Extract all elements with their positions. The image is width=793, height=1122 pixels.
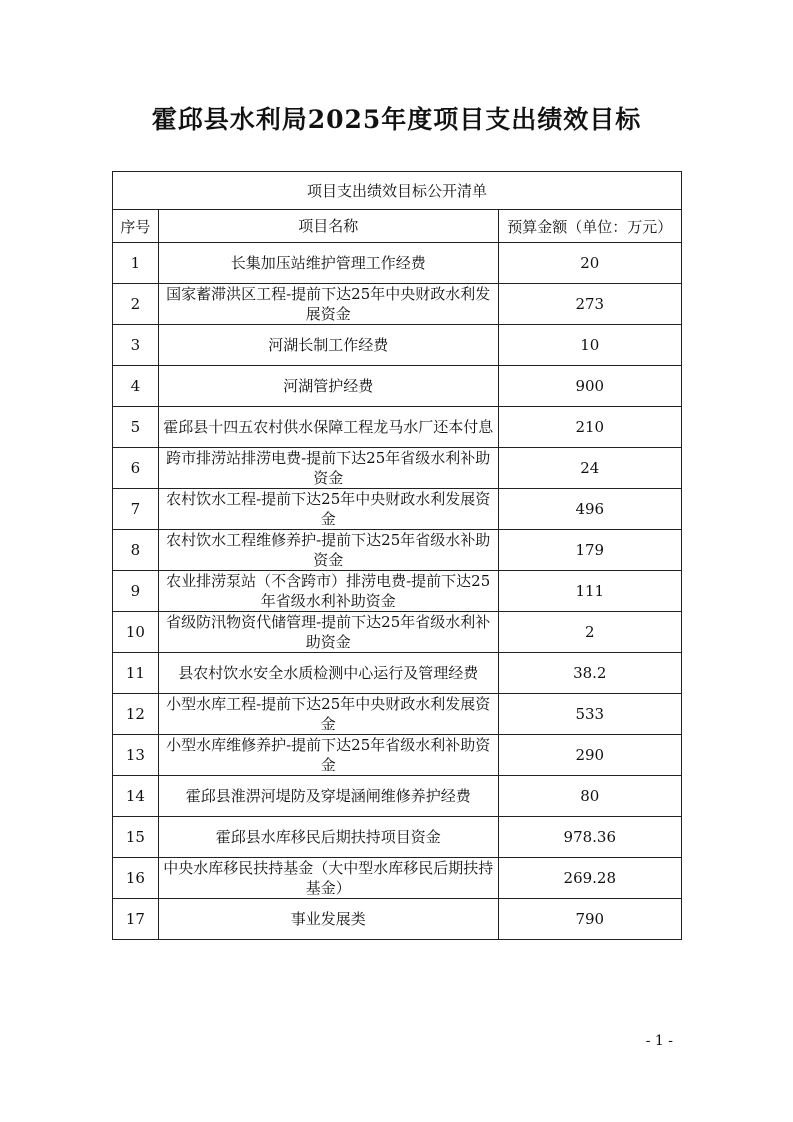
row-amount-cell: 273 — [498, 284, 681, 325]
row-name-cell: 霍邱县淮淠河堤防及穿堤涵闸维修养护经费 — [158, 776, 498, 817]
row-name-cell: 长集加压站维护管理工作经费 — [158, 243, 498, 284]
table-header-row — [113, 210, 682, 243]
row-amount-cell: 496 — [498, 489, 681, 530]
row-amount-cell: 533 — [498, 694, 681, 735]
row-index-cell: 5 — [113, 407, 159, 448]
row-amount-cell: 24 — [498, 448, 681, 489]
row-index-cell: 9 — [113, 571, 159, 612]
row-amount-cell: 80 — [498, 776, 681, 817]
row-name-cell: 中央水库移民扶持基金（大中型水库移民后期扶持基金） — [158, 858, 498, 899]
table-row — [113, 530, 682, 571]
row-name-cell: 河湖管护经费 — [158, 366, 498, 407]
table-row — [113, 899, 682, 940]
page-number: - 1 - — [645, 1033, 673, 1049]
row-name-cell: 河湖长制工作经费 — [158, 325, 498, 366]
row-amount-cell: 111 — [498, 571, 681, 612]
row-name-cell: 事业发展类 — [158, 899, 498, 940]
row-amount-cell: 290 — [498, 735, 681, 776]
row-index-cell: 16 — [113, 858, 159, 899]
row-index-cell: 2 — [113, 284, 159, 325]
row-index-cell: 4 — [113, 366, 159, 407]
table-row — [113, 407, 682, 448]
row-amount-cell: 978.36 — [498, 817, 681, 858]
row-name-cell: 农业排涝泵站（不含跨市）排涝电费-提前下达25年省级水利补助资金 — [158, 571, 498, 612]
table-row — [113, 776, 682, 817]
row-amount-cell: 179 — [498, 530, 681, 571]
header-amount: 预算金额（单位：万元） — [498, 210, 681, 243]
row-index-cell: 14 — [113, 776, 159, 817]
row-name-cell: 小型水库维修养护-提前下达25年省级水利补助资金 — [158, 735, 498, 776]
row-index-cell: 11 — [113, 653, 159, 694]
row-name-cell: 跨市排涝站排涝电费-提前下达25年省级水利补助资金 — [158, 448, 498, 489]
row-name-cell: 国家蓄滞洪区工程-提前下达25年中央财政水利发展资金 — [158, 284, 498, 325]
row-name-cell: 县农村饮水安全水质检测中心运行及管理经费 — [158, 653, 498, 694]
row-index-cell: 7 — [113, 489, 159, 530]
header-index: 序号 — [113, 210, 159, 243]
table-row — [113, 325, 682, 366]
table-row — [113, 858, 682, 899]
table-row — [113, 243, 682, 284]
table-caption-row — [113, 172, 682, 210]
table-row — [113, 735, 682, 776]
document-title: 霍邱县水利局2025年度项目支出绩效目标 — [151, 105, 642, 134]
table-row — [113, 653, 682, 694]
table-row — [113, 366, 682, 407]
table-row — [113, 571, 682, 612]
row-name-cell: 小型水库工程-提前下达25年中央财政水利发展资金 — [158, 694, 498, 735]
row-index-cell: 10 — [113, 612, 159, 653]
row-amount-cell: 2 — [498, 612, 681, 653]
row-amount-cell: 38.2 — [498, 653, 681, 694]
row-name-cell: 霍邱县十四五农村供水保障工程龙马水厂还本付息 — [158, 407, 498, 448]
row-index-cell: 6 — [113, 448, 159, 489]
table-row — [113, 489, 682, 530]
row-amount-cell: 210 — [498, 407, 681, 448]
row-index-cell: 3 — [113, 325, 159, 366]
row-name-cell: 霍邱县水库移民后期扶持项目资金 — [158, 817, 498, 858]
table-row — [113, 284, 682, 325]
table-row — [113, 448, 682, 489]
row-index-cell: 1 — [113, 243, 159, 284]
row-index-cell: 15 — [113, 817, 159, 858]
row-amount-cell: 790 — [498, 899, 681, 940]
header-name: 项目名称 — [158, 210, 498, 243]
table-caption: 项目支出绩效目标公开清单 — [113, 172, 682, 210]
row-index-cell: 12 — [113, 694, 159, 735]
row-name-cell: 农村饮水工程-提前下达25年中央财政水利发展资金 — [158, 489, 498, 530]
table-body — [113, 172, 682, 940]
row-index-cell: 8 — [113, 530, 159, 571]
row-name-cell: 省级防汛物资代储管理-提前下达25年省级水利补助资金 — [158, 612, 498, 653]
table-row — [113, 612, 682, 653]
row-amount-cell: 20 — [498, 243, 681, 284]
row-amount-cell: 269.28 — [498, 858, 681, 899]
table-row — [113, 817, 682, 858]
row-name-cell: 农村饮水工程维修养护-提前下达25年省级水补助资金 — [158, 530, 498, 571]
row-index-cell: 17 — [113, 899, 159, 940]
table-row — [113, 694, 682, 735]
row-index-cell: 13 — [113, 735, 159, 776]
performance-table — [112, 171, 682, 940]
row-amount-cell: 10 — [498, 325, 681, 366]
row-amount-cell: 900 — [498, 366, 681, 407]
